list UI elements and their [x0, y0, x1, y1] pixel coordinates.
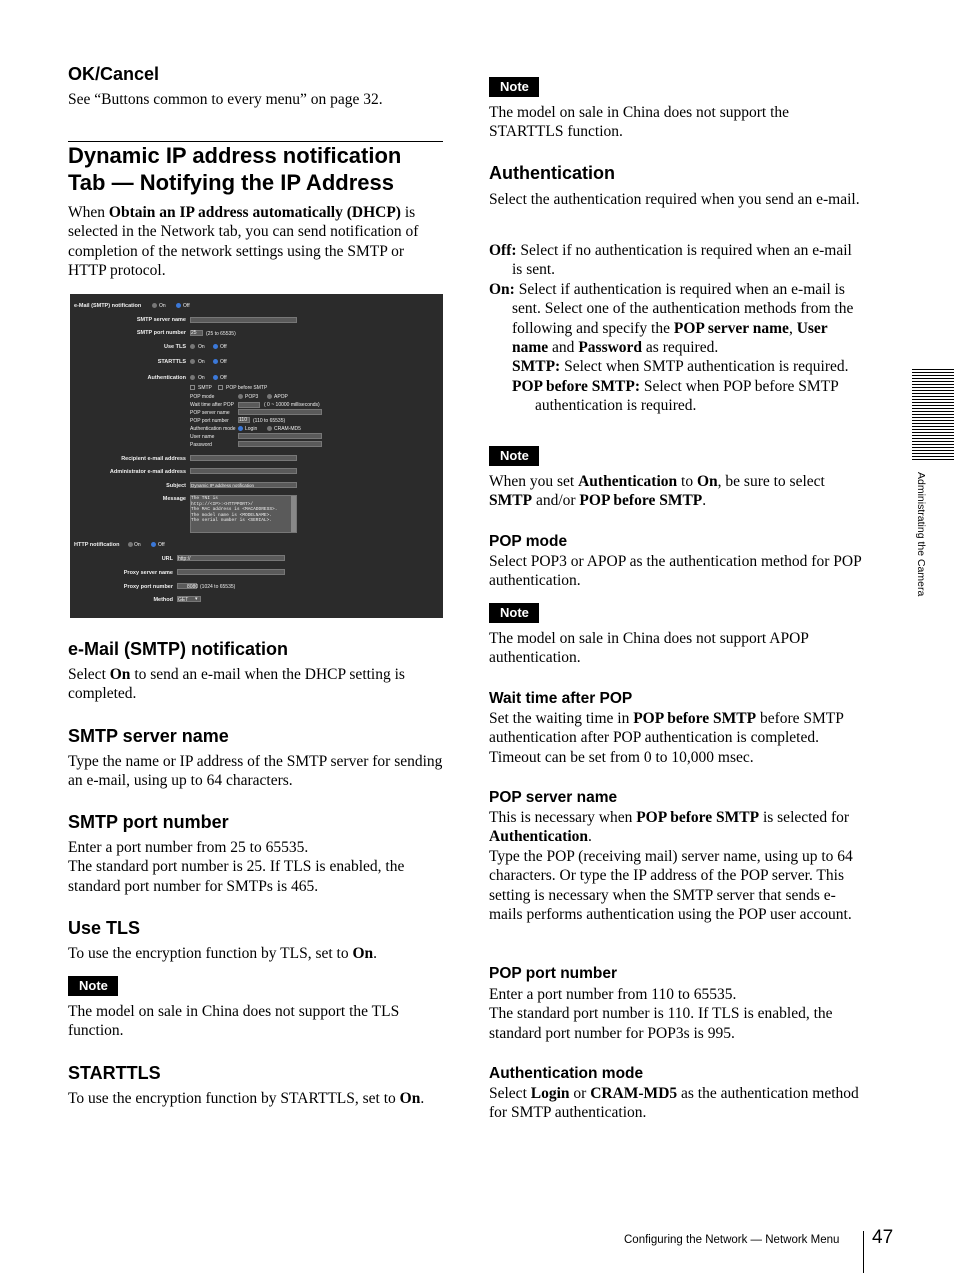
- footer-section-title: Configuring the Network — Network Menu: [624, 1234, 840, 1246]
- email-notification-heading: e-Mail (SMTP) notification: [68, 639, 288, 659]
- pop-port-text: Enter a port number from 110 to 65535. The standard port number is 110. If TLS is enabled, the standard port number for POP3s is 995.: [489, 986, 833, 1042]
- authentication-mode-text: Select Login or CRAM-MD5 as the authentication method for SMTP authentication.: [489, 1085, 859, 1122]
- tls-note-text: The model on sale in China does not support the TLS function.: [68, 1003, 400, 1040]
- page-number: 47: [872, 1227, 894, 1248]
- starttls-heading: STARTTLS: [68, 1063, 161, 1083]
- note-badge: Note: [68, 976, 118, 996]
- okcancel-heading: OK/Cancel: [68, 64, 160, 84]
- pop-server-name-text: This is necessary when POP before SMTP is selected for Authentication. Type the POP (receiving mail) server name, using up to 64 characters. Or type the IP address of the POP server. This setting is necessary when the SMTP server that sends e-mails performs authentication using the POP user account.: [489, 809, 853, 924]
- wait-time-text: Set the waiting time in POP before SMTP before SMTP authentication after POP authentication is completed. Timeout can be set from 0 to 10,000 msec.: [489, 710, 844, 766]
- pop-mode-heading: POP mode: [489, 533, 568, 550]
- settings-screenshot: e-Mail (SMTP) notification On Off SMTP server name SMTP port number 25 (25 to 65535) Use TLS On Off STARTTLS On Off Authentication On Off SMTP POP before SMTP POP mode POP3 APOP Wait time after POP ( 0 ~ 10000 milliseconds) POP server name POP port number 110 (110 to 65535) Authentication mode Login CRAM-MD5 User name Password Recipient e-mail address Administrator e-mail address Subject Dynamic IP address notification Message The TNI is http://<IP>:<HTTPPORT>/ The MAC address is <MACADDRESS>. The model name is <MODELNAME>. The serial number is <SERIAL>. HTTP notification On Off URL http:// Proxy server name Proxy port number 8080 (1024 to 65535) Method GET ▾: [70, 294, 443, 618]
- authentication-text: Select the authentication required when you send an e-mail.: [489, 191, 860, 208]
- note-badge: Note: [489, 446, 539, 466]
- smtp-server-name-text: Type the name or IP address of the SMTP server for sending an e-mail, using up to 64 characters.: [68, 753, 443, 790]
- email-notification-text: Select On to send an e-mail when the DHCP setting is completed.: [68, 666, 405, 703]
- authentication-heading: Authentication: [489, 163, 615, 183]
- note-badge: Note: [489, 603, 539, 623]
- section-title: Dynamic IP address notification Tab — Notifying the IP Address: [68, 143, 402, 195]
- footer-divider: [863, 1231, 864, 1273]
- okcancel-text: See “Buttons common to every menu” on page 32.: [68, 91, 383, 108]
- starttls-note-text: The model on sale in China does not support the STARTTLS function.: [489, 104, 790, 141]
- wait-time-heading: Wait time after POP: [489, 690, 633, 707]
- pop-mode-text: Select POP3 or APOP as the authentication method for POP authentication.: [489, 553, 862, 590]
- starttls-text: To use the encryption function by STARTTLS, set to On.: [68, 1090, 425, 1107]
- pop-server-name-heading: POP server name: [489, 789, 618, 806]
- apop-note-text: The model on sale in China does not support APOP authentication.: [489, 630, 809, 667]
- chapter-side-label: Administrating the Camera: [915, 472, 927, 597]
- smtp-server-name-heading: SMTP server name: [68, 726, 229, 746]
- smtp-port-heading: SMTP port number: [68, 812, 229, 832]
- use-tls-heading: Use TLS: [68, 918, 141, 938]
- use-tls-text: To use the encryption function by TLS, set to On.: [68, 945, 378, 962]
- authentication-options: Off: Select if no authentication is required when an e-mail is sent. On: Select if authentication is required when an e-mail is sent. Select one of the authentication methods from the following and specify the POP server name, User name and Password as required. SMTP: Select when SMTP authentication is required. POP before SMTP: Select when POP before SMTP authentication is required.: [489, 242, 854, 415]
- chapter-tab-marker: [912, 369, 954, 460]
- pop-port-heading: POP port number: [489, 965, 618, 982]
- note-badge: Note: [489, 77, 539, 97]
- authentication-mode-heading: Authentication mode: [489, 1065, 644, 1082]
- intro-paragraph: When Obtain an IP address automatically (DHCP) is selected in the Network tab, you can send notification of completion of the network settings using the SMTP or HTTP protocol.: [68, 204, 419, 280]
- smtp-port-text: Enter a port number from 25 to 65535. The standard port number is 25. If TLS is enabled, the standard port number for SMTPs is 465.: [68, 839, 405, 895]
- authentication-note-text: When you set Authentication to On, be sure to select SMTP and/or POP before SMTP.: [489, 473, 825, 510]
